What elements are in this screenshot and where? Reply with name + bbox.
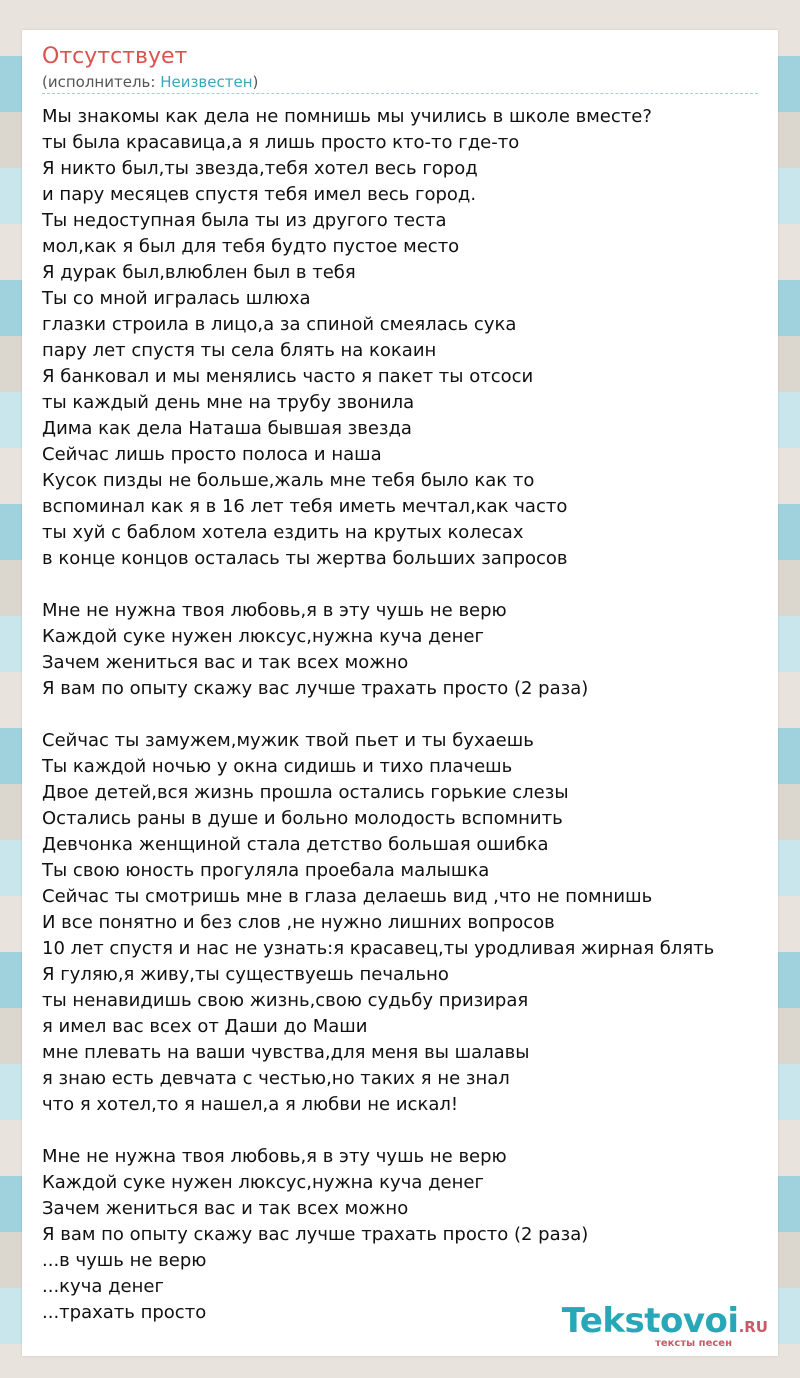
lyric-line: я знаю есть девчата с честью,но таких я не знал	[42, 1068, 510, 1089]
lyrics-card	[22, 30, 778, 1356]
lyric-line: что я хотел,то я нашел,а я любви не искал!	[42, 1094, 459, 1115]
lyric-line: Зачем жениться вас и так всех можно	[42, 652, 409, 673]
lyric-line: Я вам по опыту скажу вас лучше трахать просто (2 раза)	[42, 678, 589, 699]
performer-close: )	[252, 73, 259, 91]
lyric-line: Ты со мной игралась шлюха	[42, 288, 311, 309]
lyrics-text	[42, 104, 762, 1326]
lyric-line: мол,как я был для тебя будто пустое место	[42, 236, 460, 257]
logo-tld: .RU	[738, 1318, 768, 1336]
lyric-line: Мы знакомы как дела не помнишь мы учились в школе вместе?	[42, 106, 652, 127]
lyric-line: глазки строила в лицо,а за спиной смеялась сука	[42, 314, 517, 335]
lyric-line: ...в чушь не верю	[42, 1250, 207, 1271]
lyric-line: мне плевать на ваши чувства,для меня вы шалавы	[42, 1042, 530, 1063]
lyric-line: Зачем жениться вас и так всех можно	[42, 1198, 409, 1219]
lyric-line: Ты каждой ночью у окна сидишь и тихо плачешь	[42, 756, 513, 777]
lyric-line: Мне не нужна твоя любовь,я в эту чушь не верю	[42, 600, 507, 621]
lyric-line: Сейчас лишь просто полоса и наша	[42, 444, 382, 465]
lyric-line: Каждой суке нужен люксус,нужна куча денег	[42, 1172, 484, 1193]
song-title: Отсутствует	[42, 44, 188, 69]
lyric-line: пару лет спустя ты села блять на кокаин	[42, 340, 437, 361]
lyric-line: ты каждый день мне на трубу звонила	[42, 392, 415, 413]
lyric-line: Сейчас ты смотришь мне в глаза делаешь вид ,что не помнишь	[42, 886, 653, 907]
lyric-line: Кусок пизды не больше,жаль мне тебя было как то	[42, 470, 535, 491]
lyric-line: Сейчас ты замужем,мужик твой пьет и ты бухаешь	[42, 730, 534, 751]
lyric-line: Девчонка женщиной стала детство большая ошибка	[42, 834, 549, 855]
lyric-line: Я вам по опыту скажу вас лучше трахать просто (2 раза)	[42, 1224, 589, 1245]
title-divider	[42, 93, 758, 94]
lyric-line: Каждой суке нужен люксус,нужна куча денег	[42, 626, 484, 647]
performer-line	[42, 73, 258, 91]
lyric-line: Двое детей,вся жизнь прошла остались горькие слезы	[42, 782, 569, 803]
lyric-line: И все понятно и без слов ,не нужно лишних вопросов	[42, 912, 555, 933]
lyric-line: Мне не нужна твоя любовь,я в эту чушь не верю	[42, 1146, 507, 1167]
lyric-line: я имел вас всех от Даши до Маши	[42, 1016, 368, 1037]
lyric-line: ...куча денег	[42, 1276, 164, 1297]
artist-link[interactable]: Неизвестен	[160, 73, 253, 91]
lyric-line: Я дурак был,влюблен был в тебя	[42, 262, 356, 283]
lyric-line: Ты недоступная была ты из другого теста	[42, 210, 447, 231]
lyric-line: Дима как дела Наташа бывшая звезда	[42, 418, 412, 439]
stanza-break	[42, 572, 762, 598]
logo-name: Tekstovoi	[561, 1301, 739, 1341]
lyric-line: 10 лет спустя и нас не узнать:я красавец,ты уродливая жирная блять	[42, 938, 715, 959]
lyric-line: Я никто был,ты звезда,тебя хотел весь город	[42, 158, 478, 179]
site-logo[interactable]	[560, 1300, 770, 1356]
lyric-line: вспоминал как я в 16 лет тебя иметь мечтал,как часто	[42, 496, 568, 517]
lyric-line: ты была красавица,а я лишь просто кто-то где-то	[42, 132, 520, 153]
lyric-line: Я банковал и мы менялись часто я пакет ты отсоси	[42, 366, 534, 387]
lyric-line: Ты свою юность прогуляла проебала малышка	[42, 860, 490, 881]
lyric-line: ...трахать просто	[42, 1302, 207, 1323]
stanza-break	[42, 1118, 762, 1144]
lyric-line: и пару месяцев спустя тебя имел весь город.	[42, 184, 477, 205]
logo-subtitle: тексты песен	[655, 1338, 732, 1349]
lyric-line: ты хуй с баблом хотела ездить на крутых колесах	[42, 522, 524, 543]
performer-label: (исполнитель:	[42, 73, 161, 91]
lyric-line: в конце концов осталась ты жертва больших запросов	[42, 548, 568, 569]
lyric-line: Я гуляю,я живу,ты существуешь печально	[42, 964, 449, 985]
stanza-break	[42, 702, 762, 728]
lyric-line: Остались раны в душе и больно молодость вспомнить	[42, 808, 563, 829]
lyric-line: ты ненавидишь свою жизнь,свою судьбу призирая	[42, 990, 529, 1011]
